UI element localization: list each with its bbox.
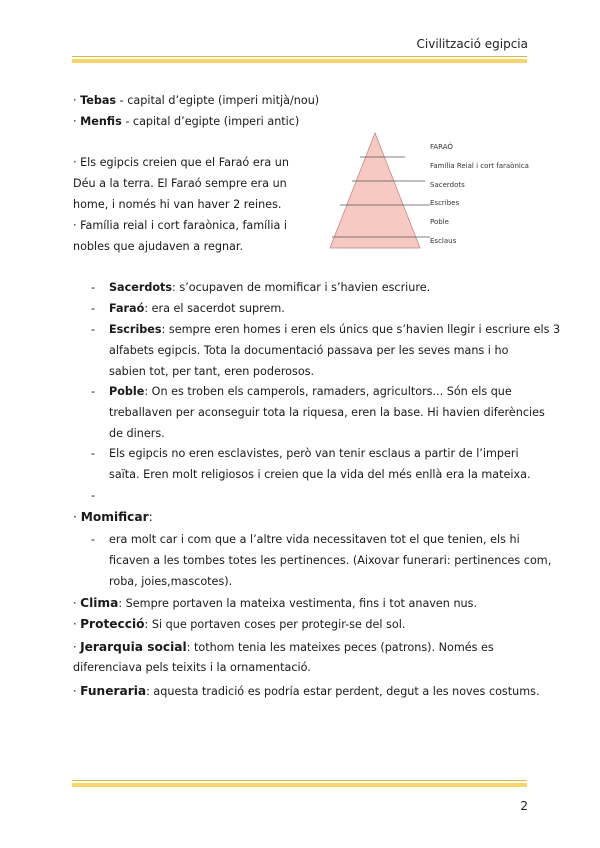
momificar-text: roba, joies,mascotes).	[109, 575, 233, 588]
list-dash-empty: -	[91, 489, 96, 502]
topic-proteccio: · Protecció: Si que portaven coses per protegir-se del sol.	[73, 617, 406, 631]
header-rule	[72, 56, 527, 63]
item-text: : era el sacerdot suprem.	[144, 302, 285, 315]
city-name: Tebas	[80, 94, 117, 107]
intro-line: · Els egipcis creien que el Faraó era un	[73, 156, 289, 169]
list-item-farao	[109, 302, 285, 315]
item-text: de diners.	[109, 427, 165, 440]
topic-text: : aquesta tradició es podría estar perdent, degut a les noves costums.	[146, 685, 540, 698]
item-text: alfabets egipcis. Tota la documentació passava per les seves mans i ho	[109, 344, 509, 357]
pyramid-label-sacerdots: Sacerdots	[430, 181, 465, 189]
topic-text: : tothom tenia les mateixes peces (patrons). Només es	[186, 641, 494, 654]
list-item-sacerdots	[109, 281, 430, 294]
pyramid-label-farao: FARAÓ	[430, 143, 453, 151]
pyramid-label-familia: Família Reial i cort faraònica	[430, 162, 529, 170]
item-text: : s’ocupaven de momificar i s’havien escriure.	[172, 281, 431, 294]
header-title: Civilització egipcia	[416, 37, 528, 51]
heading-term: Momificar	[80, 510, 149, 524]
topic-term: Clima	[80, 596, 119, 610]
list-dash: -	[91, 447, 96, 460]
footer-rule	[72, 780, 527, 787]
list-dash: -	[91, 302, 96, 315]
topic-term: Protecció	[80, 617, 145, 631]
topic-jerarquia: · Jerarquia social: tothom tenia les mateixes peces (patrons). Només es	[73, 640, 494, 654]
topic-clima: · Clima: Sempre portaven la mateixa vestimenta, fins i tot anaven nus.	[73, 596, 478, 610]
pyramid-label-escribes: Escribes	[430, 199, 460, 207]
item-term: Sacerdots	[109, 281, 173, 294]
heading-colon: :	[148, 510, 153, 524]
intro-line: nobles que ajudaven a regnar.	[73, 240, 244, 253]
list-dash: -	[91, 385, 96, 398]
item-text: sabien tot, per tant, eren poderosos.	[109, 365, 315, 378]
topic-text: : Si que portaven coses per protegir-se del sol.	[144, 618, 406, 631]
pyramid-label-poble: Poble	[430, 218, 449, 226]
topic-text: : Sempre portaven la mateixa vestimenta, fins i tot anaven nus.	[118, 597, 478, 610]
item-term: Faraó	[109, 302, 145, 315]
item-text: saïta. Eren molt religiosos i creien que la vida del més enllà era la mateixa.	[109, 468, 531, 481]
city-tebas: · Tebas - capital d’egipte (imperi mitjà/nou)	[73, 94, 320, 107]
item-term: Poble	[109, 385, 145, 398]
topic-funeraria: · Funeraria: aquesta tradició es podría estar perdent, degut a les noves costums.	[73, 684, 540, 698]
intro-line: Déu a la terra. El Faraó sempre era un	[73, 177, 287, 190]
intro-line: · Família reial i cort faraònica, família i	[73, 219, 288, 232]
list-item-poble	[109, 385, 512, 398]
momificar-heading: · Momificar:	[73, 510, 153, 524]
city-menfis: · Menfis - capital d’egipte (imperi antic)	[73, 115, 300, 128]
city-name: Menfis	[80, 115, 122, 128]
topic-term: Jerarquia social	[80, 640, 187, 654]
momificar-text: era molt car i com que a l’altre vida necessitaven tot el que tenien, els hi	[109, 533, 520, 546]
list-item-escribes	[109, 323, 560, 336]
page-number: 2	[520, 799, 528, 813]
pyramid-label-esclaus: Esclaus	[430, 237, 457, 245]
list-dash: -	[91, 281, 96, 294]
topic-jerarquia-cont: diferenciava pels teixits i la ornamentació.	[73, 661, 311, 674]
item-text: treballaven per aconseguir tota la riquesa, eren la base. Hi havien diferències	[109, 406, 545, 419]
item-text: : On es troben els camperols, ramaders, agricultors... Són els que	[144, 385, 512, 398]
list-dash: -	[91, 323, 96, 336]
item-term: Escribes	[109, 323, 162, 336]
city-desc: - capital d’egipte (imperi mitjà/nou)	[116, 94, 320, 107]
list-dash: -	[91, 533, 96, 546]
city-desc: - capital d’egipte (imperi antic)	[121, 115, 300, 128]
momificar-text: ficaven a les tombes totes les pertinences. (Aixovar funerari: pertinences com,	[109, 554, 552, 567]
item-text: : sempre eren homes i eren els únics que s’havien llegir i escriure els 3	[161, 323, 561, 336]
list-item-esclaus: Els egipcis no eren esclavistes, però van tenir esclaus a partir de l’imperi	[109, 447, 519, 460]
intro-line: home, i només hi van haver 2 reines.	[73, 198, 282, 211]
topic-term: Funeraria	[80, 684, 147, 698]
pyramid-shape	[330, 133, 420, 248]
